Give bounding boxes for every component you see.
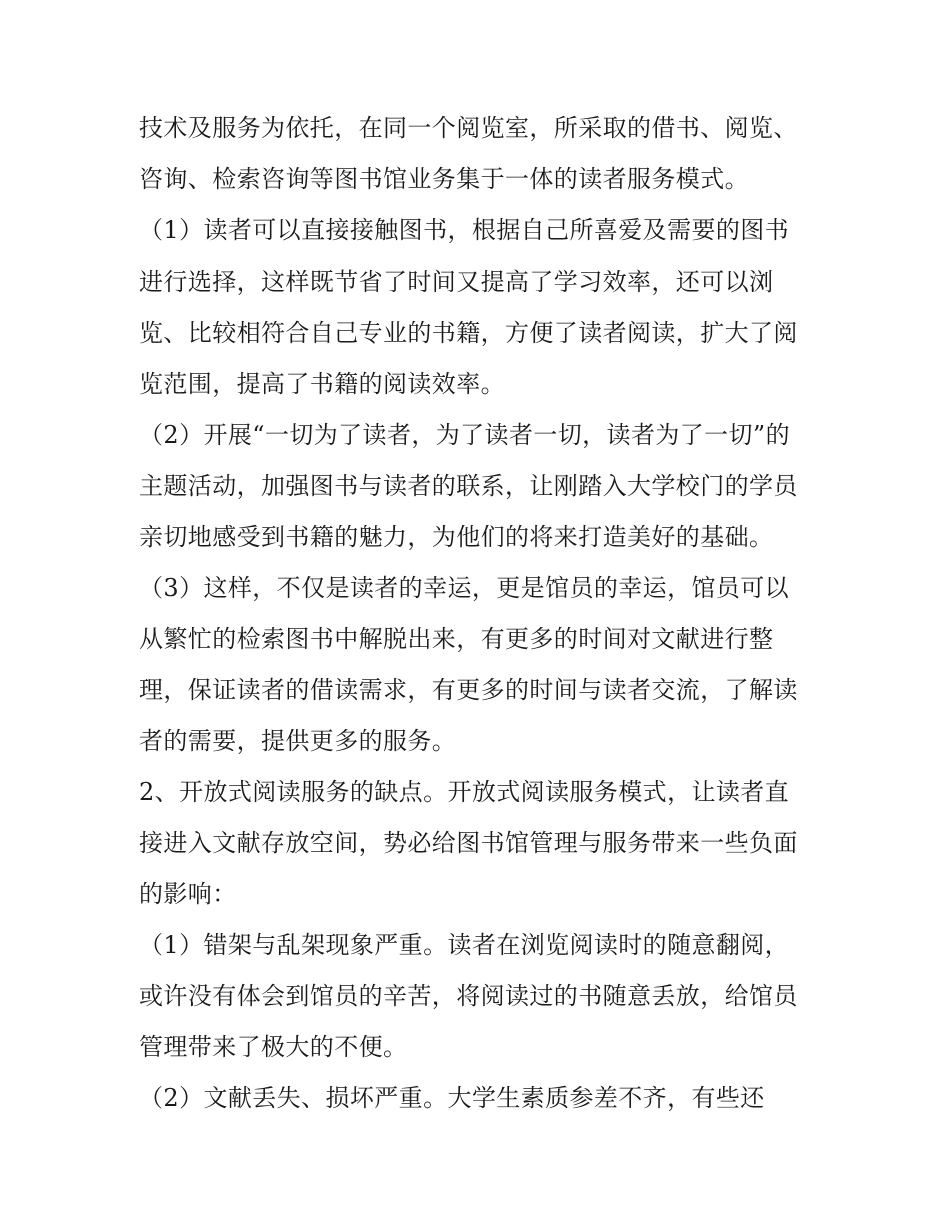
text-line: 览、比较相符合自己专业的书籍，方便了读者阅读，扩大了阅 — [139, 319, 798, 347]
text-line: 的影响： — [139, 880, 237, 908]
text-line: 主题活动，加强图书与读者的联系，让刚踏入大学校门的学员 — [139, 472, 798, 500]
text-line: （3）这样，不仅是读者的幸运，更是馆员的幸运，馆员可以 — [139, 574, 790, 602]
text-line: 进行选择，这样既节省了时间又提高了学习效率，还可以浏 — [139, 268, 774, 296]
text-line: 理，保证读者的借读需求，有更多的时间与读者交流，了解读 — [139, 676, 798, 704]
text-line: 览范围，提高了书籍的阅读效率。 — [139, 370, 505, 398]
text-line: （1）读者可以直接接触图书，根据自己所喜爱及需要的图书 — [139, 216, 790, 244]
text-line: 技术及服务为依托，在同一个阅览室，所采取的借书、阅览、 — [139, 114, 798, 142]
text-line: （1）错架与乱架现象严重。读者在浏览阅读时的随意翻阅， — [139, 931, 790, 959]
text-line: （2）开展“一切为了读者，为了读者一切，读者为了一切”的 — [139, 421, 791, 449]
text-line: 咨询、检索咨询等图书馆业务集于一体的读者服务模式。 — [139, 165, 749, 193]
text-line: 2、开放式阅读服务的缺点。开放式阅读服务模式，让读者直 — [139, 778, 790, 806]
text-line: 或许没有体会到馆员的辛苦，将阅读过的书随意丢放，给馆员 — [139, 982, 798, 1010]
text-line: 管理带来了极大的不便。 — [139, 1033, 408, 1061]
text-line: 接进入文献存放空间，势必给图书馆管理与服务带来一些负面 — [139, 829, 798, 857]
text-line: 从繁忙的检索图书中解脱出来，有更多的时间对文献进行整 — [139, 625, 774, 653]
text-line: 者的需要，提供更多的服务。 — [139, 727, 457, 755]
text-line: 亲切地感受到书籍的魅力，为他们的将来打造美好的基础。 — [139, 523, 774, 551]
text-line: （2）文献丢失、损坏严重。大学生素质参差不齐，有些还 — [139, 1084, 765, 1112]
